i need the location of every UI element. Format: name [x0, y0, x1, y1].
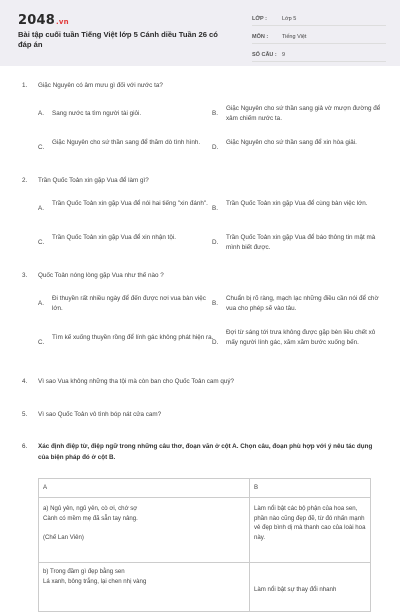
meta-key: SỐ CÂU : [252, 52, 277, 58]
question-3: 3. Quốc Toản nóng lòng gặp Vua như thế nào ? [22, 272, 164, 279]
question-text: Quốc Toản nóng lòng gặp Vua như thế nào ? [38, 272, 164, 279]
table-cell-a1: a) Ngủ yên, ngủ yên, cò ơi, chớ sợ Cành có mềm mẹ đã sẵn tay nâng. (Chế Lan Viên) [39, 498, 250, 563]
matching-table [38, 478, 371, 612]
document-header [0, 0, 400, 66]
table-cell-b2: Làm nổi bật sự thay đổi nhanh [250, 563, 371, 612]
option-1c[interactable]: C. Giặc Nguyên cho sứ thần sang để thăm dò tình hình. [38, 139, 201, 151]
question-text: Vì sao Vua không những tha tội mà còn ban cho Quốc Toản cam quý? [38, 378, 235, 385]
site-logo[interactable]: 2048.vn [18, 13, 69, 28]
option-1a[interactable]: A. Sang nước ta tìm người tài giỏi. [38, 110, 142, 117]
question-6: 6. Xác định điệp từ, điệp ngữ trong những câu thơ, đoạn văn ở cột A. Chọn câu, đoạn phù hợp với ý nêu tác dụng của biện pháp đó ở cột B. [22, 441, 382, 463]
column-a-header: A [39, 479, 250, 498]
column-b-header: B [250, 479, 371, 498]
option-3a[interactable]: A. Đi thuyền rất nhiều ngày để đến được nơi vua bàn việc lớn. [38, 295, 206, 312]
question-text: Xác định điệp từ, điệp ngữ trong những câu thơ, đoạn văn ở cột A. Chọn câu, đoạn phù hợp với ý nêu tác dụng của biện pháp đó ở cột B. [38, 443, 373, 461]
option-3c[interactable]: C. Tìm kế xuống thuyền rồng để lính gác không phát hiện ra. [38, 334, 214, 346]
option-2c[interactable]: C. Trần Quốc Toản xin gặp Vua để xin nhận tội. [38, 234, 177, 246]
option-2a[interactable]: A. Trần Quốc Toản xin gặp Vua để nói hai tiếng "xin đánh". [38, 200, 208, 212]
table-cell-b1: Làm nổi bật các bộ phận của hoa sen, phần nào cũng đẹp đẽ, từ đó nhấn mạnh vẻ đẹp bình dị mà thanh cao của loài hoa này. [250, 498, 371, 563]
table-cell-a2: b) Trong đầm gì đẹp bằng sen Lá xanh, bông trắng, lại chen nhị vàng [39, 563, 250, 612]
meta-row-subject [252, 31, 386, 44]
question-4: 4. Vì sao Vua không những tha tội mà còn ban cho Quốc Toản cam quý? [22, 378, 235, 385]
document-title: Bài tập cuối tuần Tiếng Việt lớp 5 Cánh diều Tuần 26 có đáp án [18, 30, 218, 49]
question-text: Vì sao Quốc Toản vô tình bóp nát cửa cam? [38, 411, 162, 418]
question-text: Trần Quốc Toản xin gặp Vua để làm gì? [38, 177, 149, 184]
question-2: 2. Trần Quốc Toản xin gặp Vua để làm gì? [22, 177, 149, 184]
option-2d[interactable]: D. Trần Quốc Toản xin gặp Vua để báo thông tin mật mà mình biết được. [212, 234, 376, 251]
option-1b[interactable]: B. Giặc Nguyên cho sứ thần sang giả vờ mượn đường để xâm chiếm nước ta. [212, 105, 381, 122]
meta-value: Lớp 5 [282, 16, 297, 22]
question-1: 1. Giặc Nguyên có âm mưu gì đối với nước ta? [22, 82, 163, 89]
option-2b[interactable]: B. Trần Quốc Toản xin gặp Vua để cùng bàn việc lớn. [212, 200, 368, 212]
option-3d[interactable]: D. Đợi từ sáng tới trưa không được gặp bèn liều chết xô mấy người lính gác, xăm xăm bước xuống bến. [212, 329, 376, 346]
meta-value: Tiếng Việt [282, 34, 307, 40]
question-text: Giặc Nguyên có âm mưu gì đối với nước ta? [38, 82, 163, 89]
option-3b[interactable]: B. Chuẩn bị rõ ràng, mạch lạc những điều cần nói để chờ vua cho phép sẽ vào tâu. [212, 295, 379, 312]
meta-row-count [252, 49, 386, 62]
document-meta [252, 13, 386, 67]
meta-key: MÔN : [252, 34, 269, 40]
meta-key: LỚP : [252, 16, 267, 22]
meta-value: 9 [282, 52, 286, 58]
meta-row-class [252, 13, 386, 26]
question-5: 5. Vì sao Quốc Toản vô tình bóp nát cửa cam? [22, 411, 162, 418]
option-1d[interactable]: D. Giặc Nguyên cho sứ thần sang để xin hòa giải. [212, 139, 357, 151]
